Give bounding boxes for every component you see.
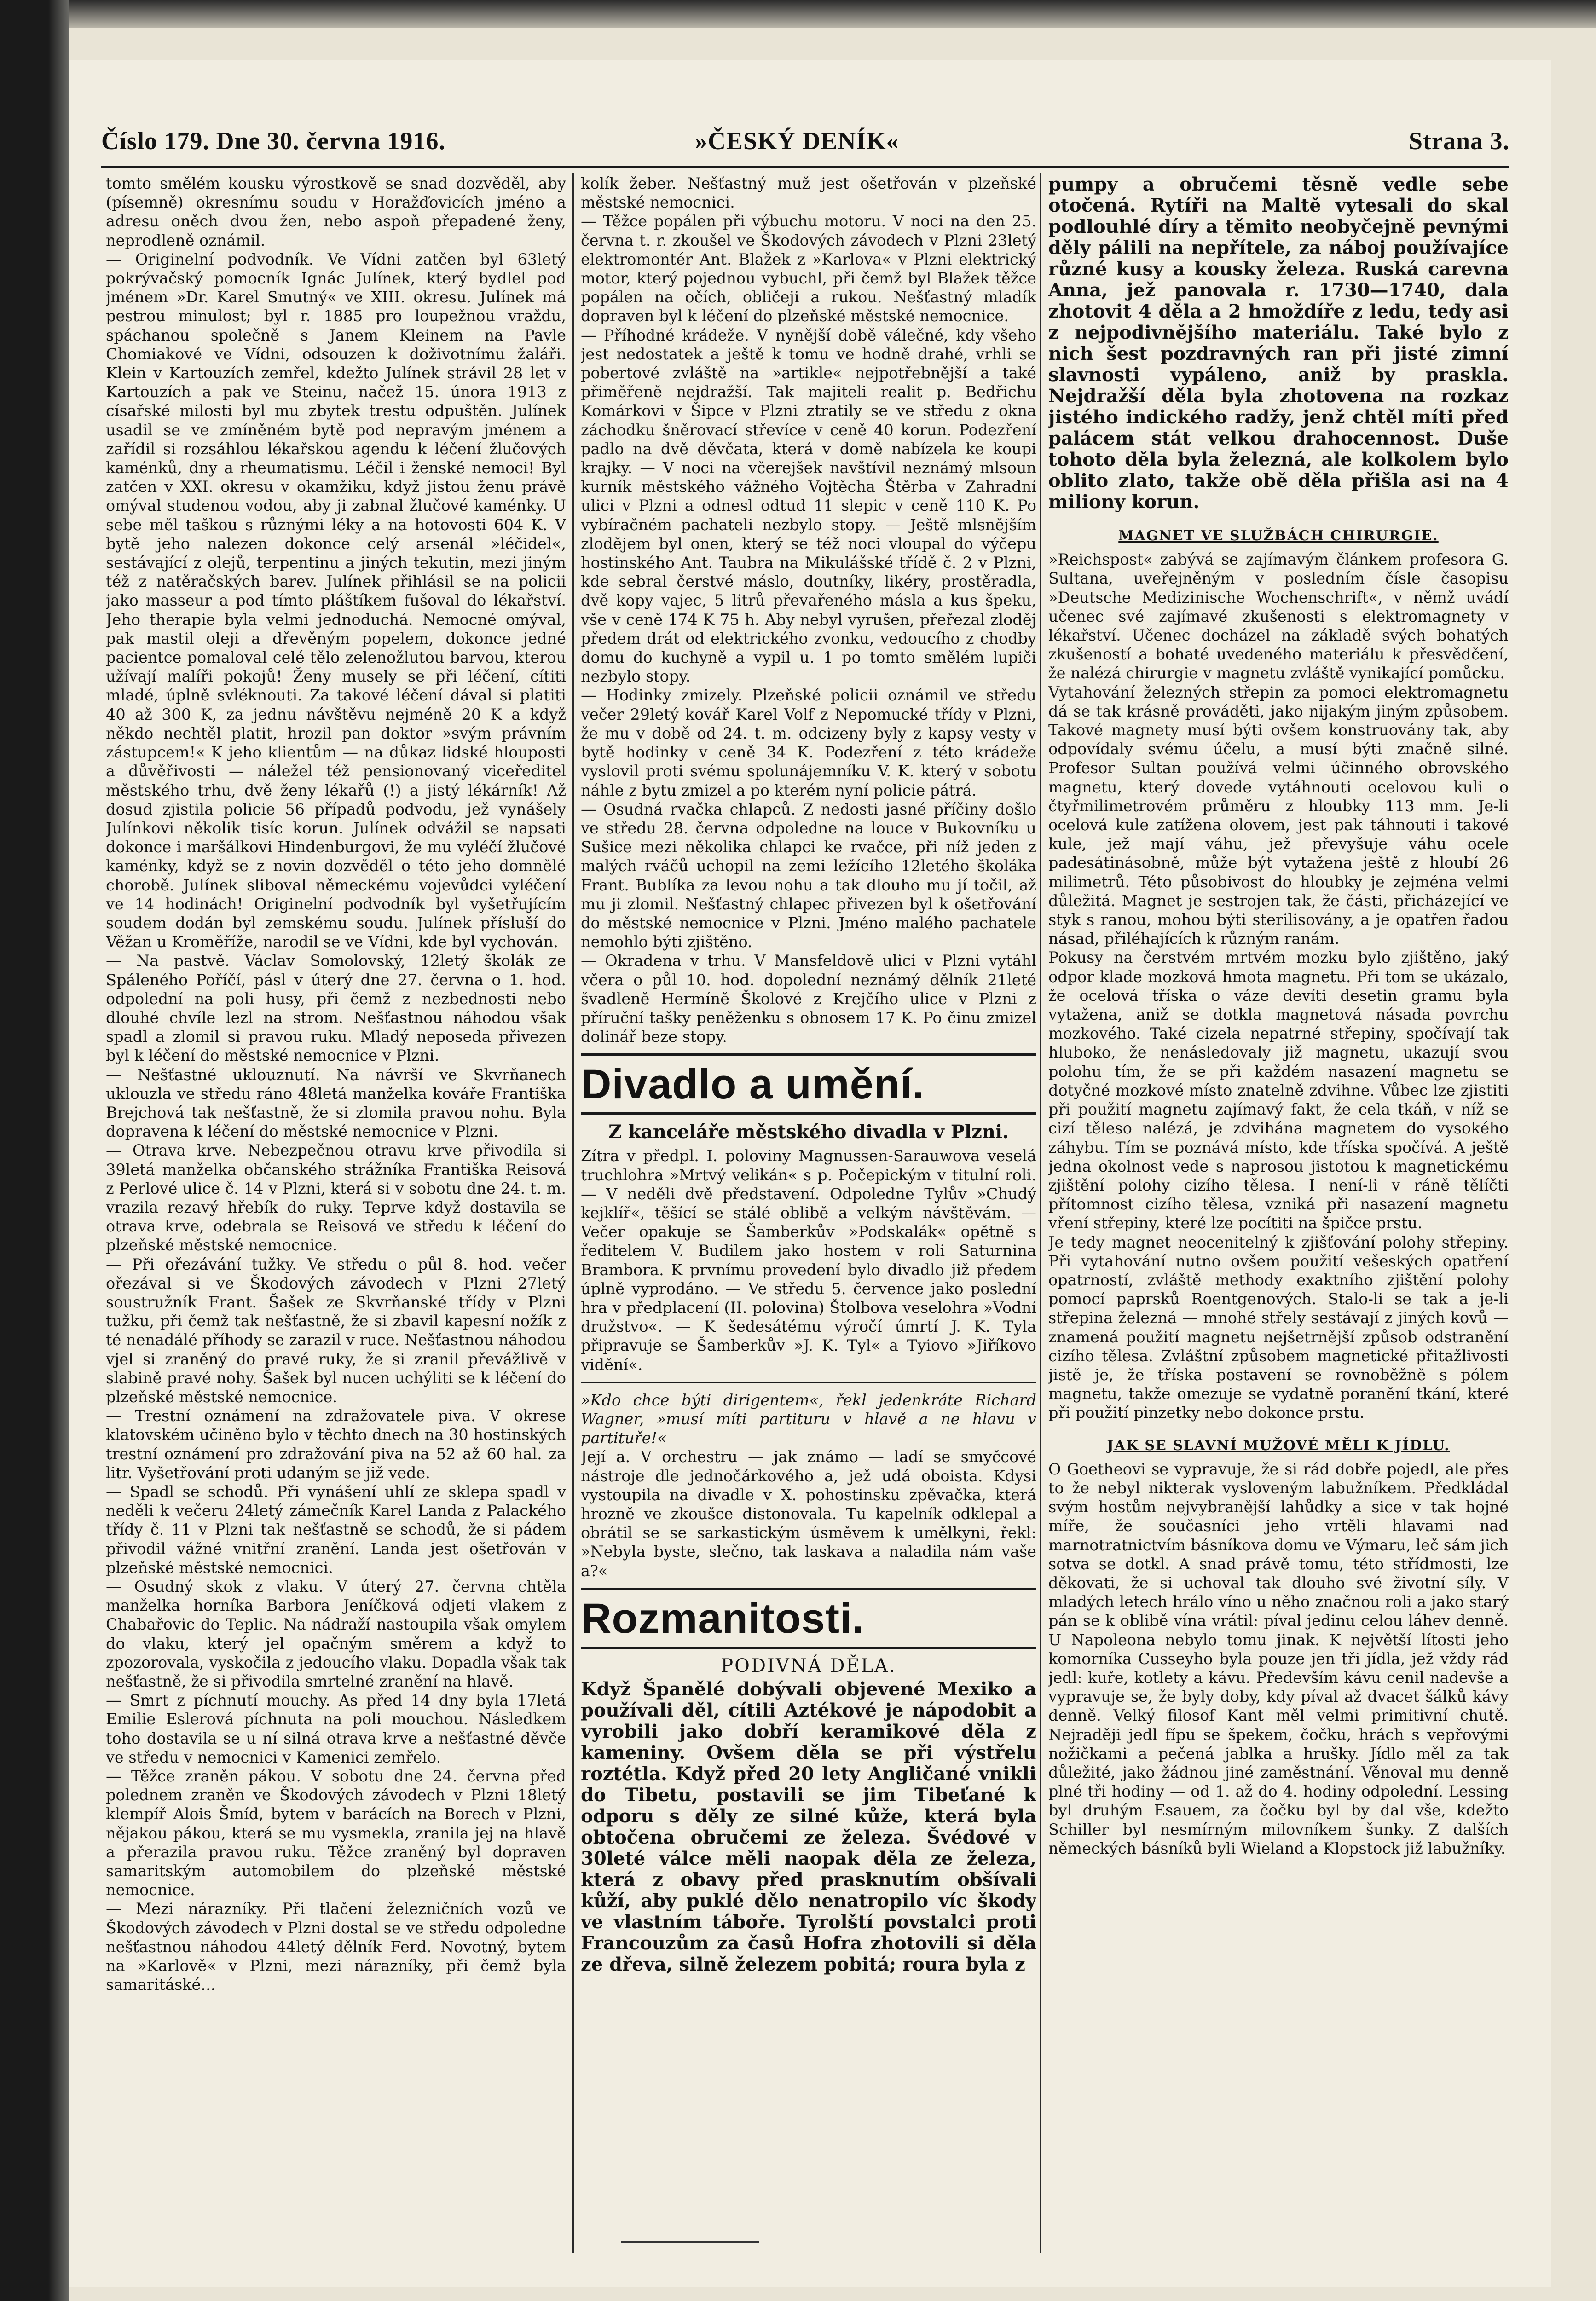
article-paragraph: Je tedy magnet neocenitelný k zjišťování polohy střepiny. Při vytahování nutno ovšem použití vešeských opatření opatrností, zvláště methody exaktního zjištění polohy pomocí paprsků Roentgenových. Stalo-li se tak a je-li střepina železná — mnohé střely sestávají z jiných kovů — znamená použití magnetu nejšetrnější způsob odstranění cizího tělesa. Zvláštní způsobem magnetické přitažlivosti jistě je, že tříska postavení se rovnoběžně s pólem magnetu, takže omezuje se vydatně poranění tkání, které při použití pinzetky nebo dokonce prstu. [1048, 1233, 1509, 1422]
article-paragraph: — Těžce zraněn pákou. V sobotu dne 24. června před polednem zraněn ve Škodových závodech v Plzni 18letý klempíř Alois Šmíd, bytem v barácích na Borech v Plzni, nějakou pákou, která se mu vysmekla, zranila jej na hlavě a přerazila pravou ruku. Těžce zraněný byl dopraven samaritským automobilem do plzeňské městské nemocnice. [106, 1767, 566, 1899]
column-divider-1 [572, 173, 574, 2253]
header-rule [101, 166, 1509, 168]
issue-date: Číslo 179. Dne 30. června 1916. [101, 127, 445, 155]
page-header [101, 127, 1509, 159]
column-1 [106, 174, 566, 2236]
column-divider-2 [1040, 173, 1041, 2253]
article-paragraph: Když Španělé dobývali objevené Mexiko a používali děl, cítili Aztékové je nápodobit a vyrobili jako dobří keramikové děla z kameniny. Ovšem děla se při výstřelu roztétla. Když před 20 lety Angličané vnikli do Tibetu, postavili se jim Tibeťané k odporu s děly ze silné kůže, která byla obtočena obručemi ze železa. Švédové v 30leté válce měli naopak děla ze železa, která z obavy před prasknutím obšívali kůží, aby puklé dělo nenatropilo víc škody ve vlastním táboře. Tyrolští povstalci proti Francouzům za časů Hofra zhotovili si děla ze dřeva, silně železem pobitá; roura byla z [581, 1678, 1036, 1975]
article-paragraph: — Otrava krve. Nebezpečnou otravu krve přivodila si 39letá manželka občanského strážníka Františka Reisová z Perlové ulice č. 14 v Plzni, která si v sobotu dne 24. t. m. vrazila rezavý hřebík do ruky. Teprve když dostavila se otrava krve, odebrala se Reisová ve středu k léčení do plzeňské městské nemocnice. [106, 1141, 566, 1255]
subheading-divadlo: Z kanceláře městského divadla v Plzni. [608, 1121, 1009, 1143]
article-paragraph: — Těžce popálen při výbuchu motoru. V noci na den 25. června t. r. zkoušel ve Škodových závodech v Plzni 23letý elektromontér Ant. Blažek z »Karlova« v Plzni elektrický motor, který pojednou vybuchl, při čemž byl Blažek těžce popálen na očích, obličeji a rukou. Nešťastný mladík dopraven byl k léčení do plzeňské městské nemocnice. [581, 212, 1036, 325]
article-paragraph: — Osudný skok z vlaku. V úterý 27. června chtěla manželka horníka Barbora Jeníčková odjeti vlakem z Chabařovic do Teplic. Na nádraží nastoupila však omylem do vlaku, který jel opačným směrem a když to zpozorovala, vyskočila z jedoucího vlaku. Dopadla však tak nešťastně, že si přivodila smrtelné zranění na hlavě. [106, 1578, 566, 1691]
page-number: Strana 3. [1408, 127, 1509, 155]
section-heading-rozmanitosti: Rozmanitosti. [581, 1588, 1036, 1649]
bottom-rule [621, 2241, 759, 2243]
article-paragraph: Zítra v předpl. I. poloviny Magnussen-Sarauwova veselá truchlohra »Mrtvý velikán« s p. Počepickým v titulní roli. — V neděli dvě představení. Odpoledne Tylův »Chudý kejklíř«, těšící se stálé oblibě a velkým návštěvám. — Večer opakuje se Šamberkův »Podskalák« opětně s ředitelem V. Budilem jako hostem v roli Saturnina Brambora. K prvnímu provedení bylo divadlo již předem úplně vyprodáno. — Ve středu 5. července jako poslední hra v předplacení (II. polovina) Štolbova veselohra »Vodní družstvo«. — K šedesátému výročí úmrtí J. K. Tyla připravuje se Šamberkův »J. K. Tyl« a Tyiovo »Jiříkovo vidění«. [581, 1147, 1036, 1374]
scan-left-edge [0, 0, 69, 2301]
section-divider [581, 1382, 1036, 1383]
article-paragraph: tomto smělém kousku výrostkově se snad dozvěděl, aby (písemně) okresnímu soudu v Horažďovicích jméno a adresu oněch dvou žen, nebo aspoň přepadené ženy, neprodleně oznámil. [106, 174, 566, 249]
article-paragraph: — Spadl se schodů. Při vynášení uhlí ze sklepa spadl v neděli k večeru 24letý zámečník Karel Landa z Palackého třídy č. 11 v Plzni tak nešťastně se schodů, že si pádem přivodil vážné vnitřní zranění. Landa jest ošetřován v plzeňské městské nemocnici. [106, 1483, 566, 1577]
article-paragraph: Vytahování železných střepin za pomoci elektromagnetu dá se tak krásně prováděti, jako nijakým jiným způsobem. Takové magnety musí býti ovšem konstruovány tak, aby odpovídaly svému účelu, a musí býti značně silné. Profesor Sultan používá velmi účinného obrovského magnetu, který dovede vytáhnouti ocelovou kuli o čtyřmilimetrovém průměru z hloubky 113 mm. Je-li ocelová kule zatížena olovem, jest pak táhnouti i takové kule, jež mají váhu, jež převyšuje váhu ocele padesátinásobně, může být vytažena ještě z hloubí 26 milimetrů. Této působivost do hloubky je zejména velmi důležitá. Magnet je sestrojen tak, že části, přicházející ve styk s ranou, mohou býti sterilisovány, a je opatřen řadou násad, přiléhajících k různým ranám. [1048, 683, 1509, 948]
article-paragraph: — Na pastvě. Václav Somolovský, 12letý školák ze Spáleného Poříčí, pásl v úterý dne 27. června o 1. hod. odpolední na poli husy, při čemž z nezbednosti nebo dlouhé chvíle lezl na strom. Nešťastnou náhodou však spadl a zlomil si pravou ruku. Mladý neposeda přivezen byl k léčení do městské nemocnice v Plzni. [106, 952, 566, 1065]
article-paragraph: »Reichspost« zabývá se zajímavým článkem profesora G. Sultana, uveřejněným v posledním čísle časopisu »Deutsche Medizinische Wochenschrift«, v němž uvádí učenec své zajímavé zkušenosti s elektromagnety v lékařství. Učenec docházel na základě svých bohatých zkušeností a bohaté uvedeného materiálu k přesvědčení, že nalézá chirurgie v magnetu zvláště vynikající pomůcku. [1048, 550, 1509, 682]
scan-top-edge [0, 0, 1596, 28]
article-paragraph: »Kdo chce býti dirigentem«, řekl jedenkráte Richard Wagner, »musí míti partituru v hlavě a ne hlavu v partituře!« [581, 1391, 1036, 1447]
newspaper-page [69, 60, 1551, 2287]
column-3 [1048, 174, 1509, 2245]
article-paragraph: — Smrt z píchnutí mouchy. As před 14 dny byla 17letá Emilie Eslerová píchnuta na poli mouchou. Následkem toho dostavila se u ní silná otrava krve a nešťastné děvče ve středu v nemocnici v Kamenici zemřelo. [106, 1691, 566, 1766]
heading-magnet: MAGNET VE SLUŽBÁCH CHIRURGIE. [1118, 528, 1439, 544]
article-paragraph: — Trestní oznámení na zdražovatele piva. V okrese klatovském učiněno bylo v těchto dnech na 30 hostinských trestní oznámení pro zdražování piva na 52 až 60 hal. za litr. Vyšetřování proti udaným se již vede. [106, 1407, 566, 1482]
article-paragraph: O Goetheovi se vypravuje, že si rád dobře pojedl, ale přes to že nebyl nikterak vysloveným labužníkem. Předkládal svým hostům nejvybranější lahůdky a sice v tak hojné míře, že současníci jeho vrtěli hlavami nad marnotratnictvím básníkova domu ve Výmaru, leč sám jich sotva se dotkl. A snad právě tomu, této střídmosti, lze děkovati, že si uchoval tak dlouho své životní síly. V mladých letech hrálo víno u něho značnou roli a jako starý pán se k oblibě vína vrátil: píval jedinu celou láhev denně. U Napoleona nebylo tomu jinak. K největší lítosti jeho komorníka Cusseyho byla pouze jen tři jídla, jež vždy rád jedl: kuře, kotlety a kávu. Především kávu cenil nadevše a vypravuje se, že byly doby, kdy píval až dvacet šálků kávy denně. Velký filosof Kant měl velmi primitivní chutě. Nejraději jedl fípu se špekem, čočku, hrách s vepřovými nožičkami a pečená jablka a hrušky. Jídlo měl za tak důležité, jako žádnou jiné zaměstnání. Věnoval mu denně plné tři hodiny — od 1. až do 4. hodiny odpolední. Lessing byl druhým Esauem, za čočku byl by dal vše, kdežto Schiller byl nesmírným milovníkem šunky. Z dalších německých básníků byli Wieland a Klopstock již labužníky. [1048, 1460, 1509, 1857]
article-paragraph: kolík žeber. Nešťastný muž jest ošetřován v plzeňské městské nemocnici. [581, 174, 1036, 212]
masthead-title: »ČESKÝ DENÍK« [695, 127, 899, 155]
article-paragraph: — Nešťastné uklouznutí. Na návrší ve Skvrňanech uklouzla ve středu ráno 48letá manželka kováře Františka Brejchová tak nešťastně, že si zlomila pravou nohu. Byla dopravena k léčení do městské nemocnice v Plzni. [106, 1065, 566, 1141]
subheading-podivna-dela: PODIVNÁ DĚLA. [721, 1655, 896, 1677]
article-paragraph: — Okradena v trhu. V Mansfeldově ulici v Plzni vytáhl včera o půl 10. hod. dopolední neznámý dělník 21leté švadleně Hermíně Školové z Krejčího ulice v Plzni z příruční tašky peněženku s obnosem 17 K. Po činu zmizel dolinář beze stopy. [581, 952, 1036, 1046]
article-paragraph: — Mezi nárazníky. Při tlačení železničních vozů ve Škodových závodech v Plzni dostal se ve středu odpoledne nešťastnou náhodou 44letý dělník Ferd. Novotný, bytem na »Karlově« v Plzni, mezi nárazníky, při čemž byla samaritáské... [106, 1900, 566, 1994]
column-2 [581, 174, 1036, 2245]
article-paragraph: — Osudná rvačka chlapců. Z nedosti jasné příčiny došlo ve středu 28. června odpoledne na louce v Bukovníku u Sušice mezi několika chlapci ke rvačce, při níž jeden z malých rváčů uchopil na zemi ležícího 12letého školáka Frant. Bublíka za levou nohu a tak dlouho mu jí točil, až mu ji zlomil. Nešťastný chlapec přivezen byl k ošetřování do městské nemocnice v Plzni. Jméno malého pachatele nemohlo býti zjištěno. [581, 800, 1036, 951]
article-paragraph: — Příhodné krádeže. V nynější době válečné, kdy všeho jest nedostatek a ještě k tomu ve hodně drahé, vrhli se pobertové zvláště na »artikle« nejpotřebnější a také přiměřeně nejdražší. Tak majiteli realit p. Bedřichu Komárkovi v Šipce v Plzni ztratily se ve středu z okna záchodku šněrovací střevíce v ceně 40 korun. Podezření padlo na dvě děvčata, která v domě nabízela ke koupi krajky. — V noci na včerejšek navštívil neznámý mlsoun kurník městského vážného Vojtěcha Štěrba v Zahradní ulici v Plzni a odnesl odtud 11 slepic v ceně 110 K. Po vybíračném pachateli nezbylo stopy. — Ještě mlsnějším zlodějem byl onen, který se též noci vloupal do výčepu hostinského Ant. Taubra na Mikulášské třídě č. 2 v Plzni, kde sebral čerstvé máslo, doutníky, likéry, prostěradla, dvě kopy vajec, 5 litrů převařeného másla a kus špeku, vše v ceně 174 K 75 h. Aby nebyl vyrušen, přeřezal zloděj předem drát od elektrického zvonku, vedoucího z chodby domu do kuchyně a vypil u. 1 po tomto smělém lupiči nezbylo stopy. [581, 326, 1036, 686]
article-paragraph: pumpy a obručemi těsně vedle sebe otočená. Rytíři na Maltě vytesali do skal podlouhlé díry a těmito neobyčejně pevnými děly pálili na nepřítele, za náboj používajíce různé kusy a kousky železa. Ruská carevna Anna, jež panovala r. 1730—1740, dala zhotovit 4 děla a 2 hmoždíře z ledu, tedy asi z nejpodivnějšího materiálu. Také bylo z nich šest pozdravných ran při jisté zimní slavnosti vypáleno, aniž by praskla. Nejdražší děla byla zhotovena na rozkaz jistého indického radžy, jenž chtěl míti před palácem stát velkou drahocennost. Duše tohoto děla byla železná, ale kolkolem bylo oblito zlato, takže obě děla přišla asi na 4 miliony korun. [1048, 174, 1509, 513]
article-paragraph: — Při ořezávání tužky. Ve středu o půl 8. hod. večer ořezával si ve Škodových závodech v Plzni 27letý soustružník Frant. Šašek ze Skvrňanské třídy v Plzni tužku, při čemž tak nešťastně, že si zbavil kapesní nožík z té nenadálé příhody se zarazil v ruce. Nešťastnou náhodou vjel si zraněný do pravé ruky, že si zranil převážlivě v slabině pravé nohy. Šašek byl nucen uchýliti se k léčení do plzeňské městské nemocnice. [106, 1255, 566, 1406]
heading-food: JAK SE SLAVNÍ MUŽOVÉ MĚLI K JÍDLU. [1107, 1437, 1450, 1454]
article-paragraph: — Hodinky zmizely. Plzeňské policii oznámil ve středu večer 29letý kovář Karel Volf z Nepomucké třídy v Plzni, že mu v době od 24. t. m. odcizeny byly z kapsy vesty v bytě hodinky v ceně 34 K. Podezření z této krádeže vyslovil proti svému spolunájemníku V. K. který v sobotu náhle z bytu zmizel a po kterém nyní policie pátrá. [581, 686, 1036, 799]
article-paragraph: — Originelní podvodník. Ve Vídni zatčen byl 63letý pokrývačský pomocník Ignác Julínek, který bydlel pod jménem »Dr. Karel Smutný« ve XIII. okresu. Julínek má pestrou minulost; byl r. 1885 pro loupežnou vraždu, spáchanou společně s Janem Kleinem na Pavle Chomiakové ve Vídni, odsouzen k doživotnímu žaláři. Klein v Kartouzích zemřel, kdežto Julínek strávil 28 let v Kartouzích a pak ve Steinu, načež 15. února 1913 z císařské milosti byl mu zbytek trestu odpuštěn. Julínek usadil se ve zmíněném bytě pod nepravým jménem a zařídil si rozsáhlou lékařskou agendu k léčení žlučových kaménků, dny a rheumatismu. Léčil i ženské nemoci! Byl zatčen v XXI. okresu v okamžiku, když jistou ženu právě omýval studenou vodou, aby ji zabnal žlučové kaménky. U sebe měl taškou s různými léky a na hotovosti 604 K. V bytě jeho nalezen dokonce celý arsenál »léčidel«, sestávající z olejů, terpentinu a jiných tekutin, mezi jiným též z natěračských barev. Julínek přihlásil se na policii jako masseur a pod tímto pláštíkem fušoval do lékařství. Jeho therapie byla velmi jednoduchá. Nemocné omýval, pak mastil oleji a dřevěným popelem, dokonce jedné pacientce pomaloval celé tělo zelenožlutou barvou, kterou užívají malíři pokojů! Ženy musely se při léčení, cítiti mladé, úplně svléknouti. Za takové léčení dával si platiti 40 až 300 K, za jednu návštěvu nejméně 20 K a když někdo nechtěl platit, hrozil pan doktor »svým právním zástupcem!« K jeho klientům — na důkaz lidské hlouposti a důvěřivosti — náležel též pensionovaný viceředitel městského trhu, dvě ženy lékařů (!) a jistý lékárník! Až dosud zjistila policie 56 případů podvodu, jež vynášely Julínkovi několik tisíc korun. Julínek odvážil se napsati dokonce i maršálkovi Hindenburgovi, že mu vyléčí žlučové kaménky, když se z novin dozvěděl o této jeho domnělé chorobě. Julínek sliboval německému vojevůdci vyléčení ve 14 hodinách! Originelní podvodník byl vyšetřujícím soudem dodán byl zemskému soudu. Julínek přísluší do Věžan u Kroměříže, narodil se ve Vídni, kde byl vychován. [106, 250, 566, 951]
article-paragraph: Její a. V orchestru — jak známo — ladí se smyčcové nástroje dle jednočárkového a, jež udá oboista. Kdysi vystoupila na divadle v X. pohostinsku zpěvačka, která hrozně ve zkoušce distonovala. Tu kapelník odklepal a obrátil se se sarkastickým úsměvem k umělkyni, řekl: »Nebyla byste, slečno, tak laskava a naladila nám vaše a?« [581, 1448, 1036, 1580]
article-paragraph: Pokusy na čerstvém mrtvém mozku bylo zjištěno, jaký odpor klade mozková hmota magnetu. Při tom se ukázalo, že ocelová tříska o váze devíti desetin gramu byla vytažena, aniž se dotkla magnetová násada povrchu mozkového. Také cizela nepatrné střepiny, spočívají tak hluboko, že nenásledovaly již magnetu, ukazují svou polohu tím, že se při každém nasazení magnetu se dotyčné mozkové místo znatelně zdvihne. Vůbec lze zjistiti při použití magnetu zajímavý fakt, že cela tkáň, v níž se cizí těleso nalézá, je zdvihána magnetem do vysokého záhybu. Tím se poznává místo, kde tříska spočívá. A ještě jedna okolnost vede s naprosou jistotou k magnetickému zjištění polohy cizího tělesa. I není-li v ráně tělíčti přítomnost cizího tělesa, vzniká při nasazení magnetu vření střepiny, které lze pocítiti na špičce prstu. [1048, 948, 1509, 1232]
section-heading-divadlo: Divadlo a umění. [581, 1053, 1036, 1115]
